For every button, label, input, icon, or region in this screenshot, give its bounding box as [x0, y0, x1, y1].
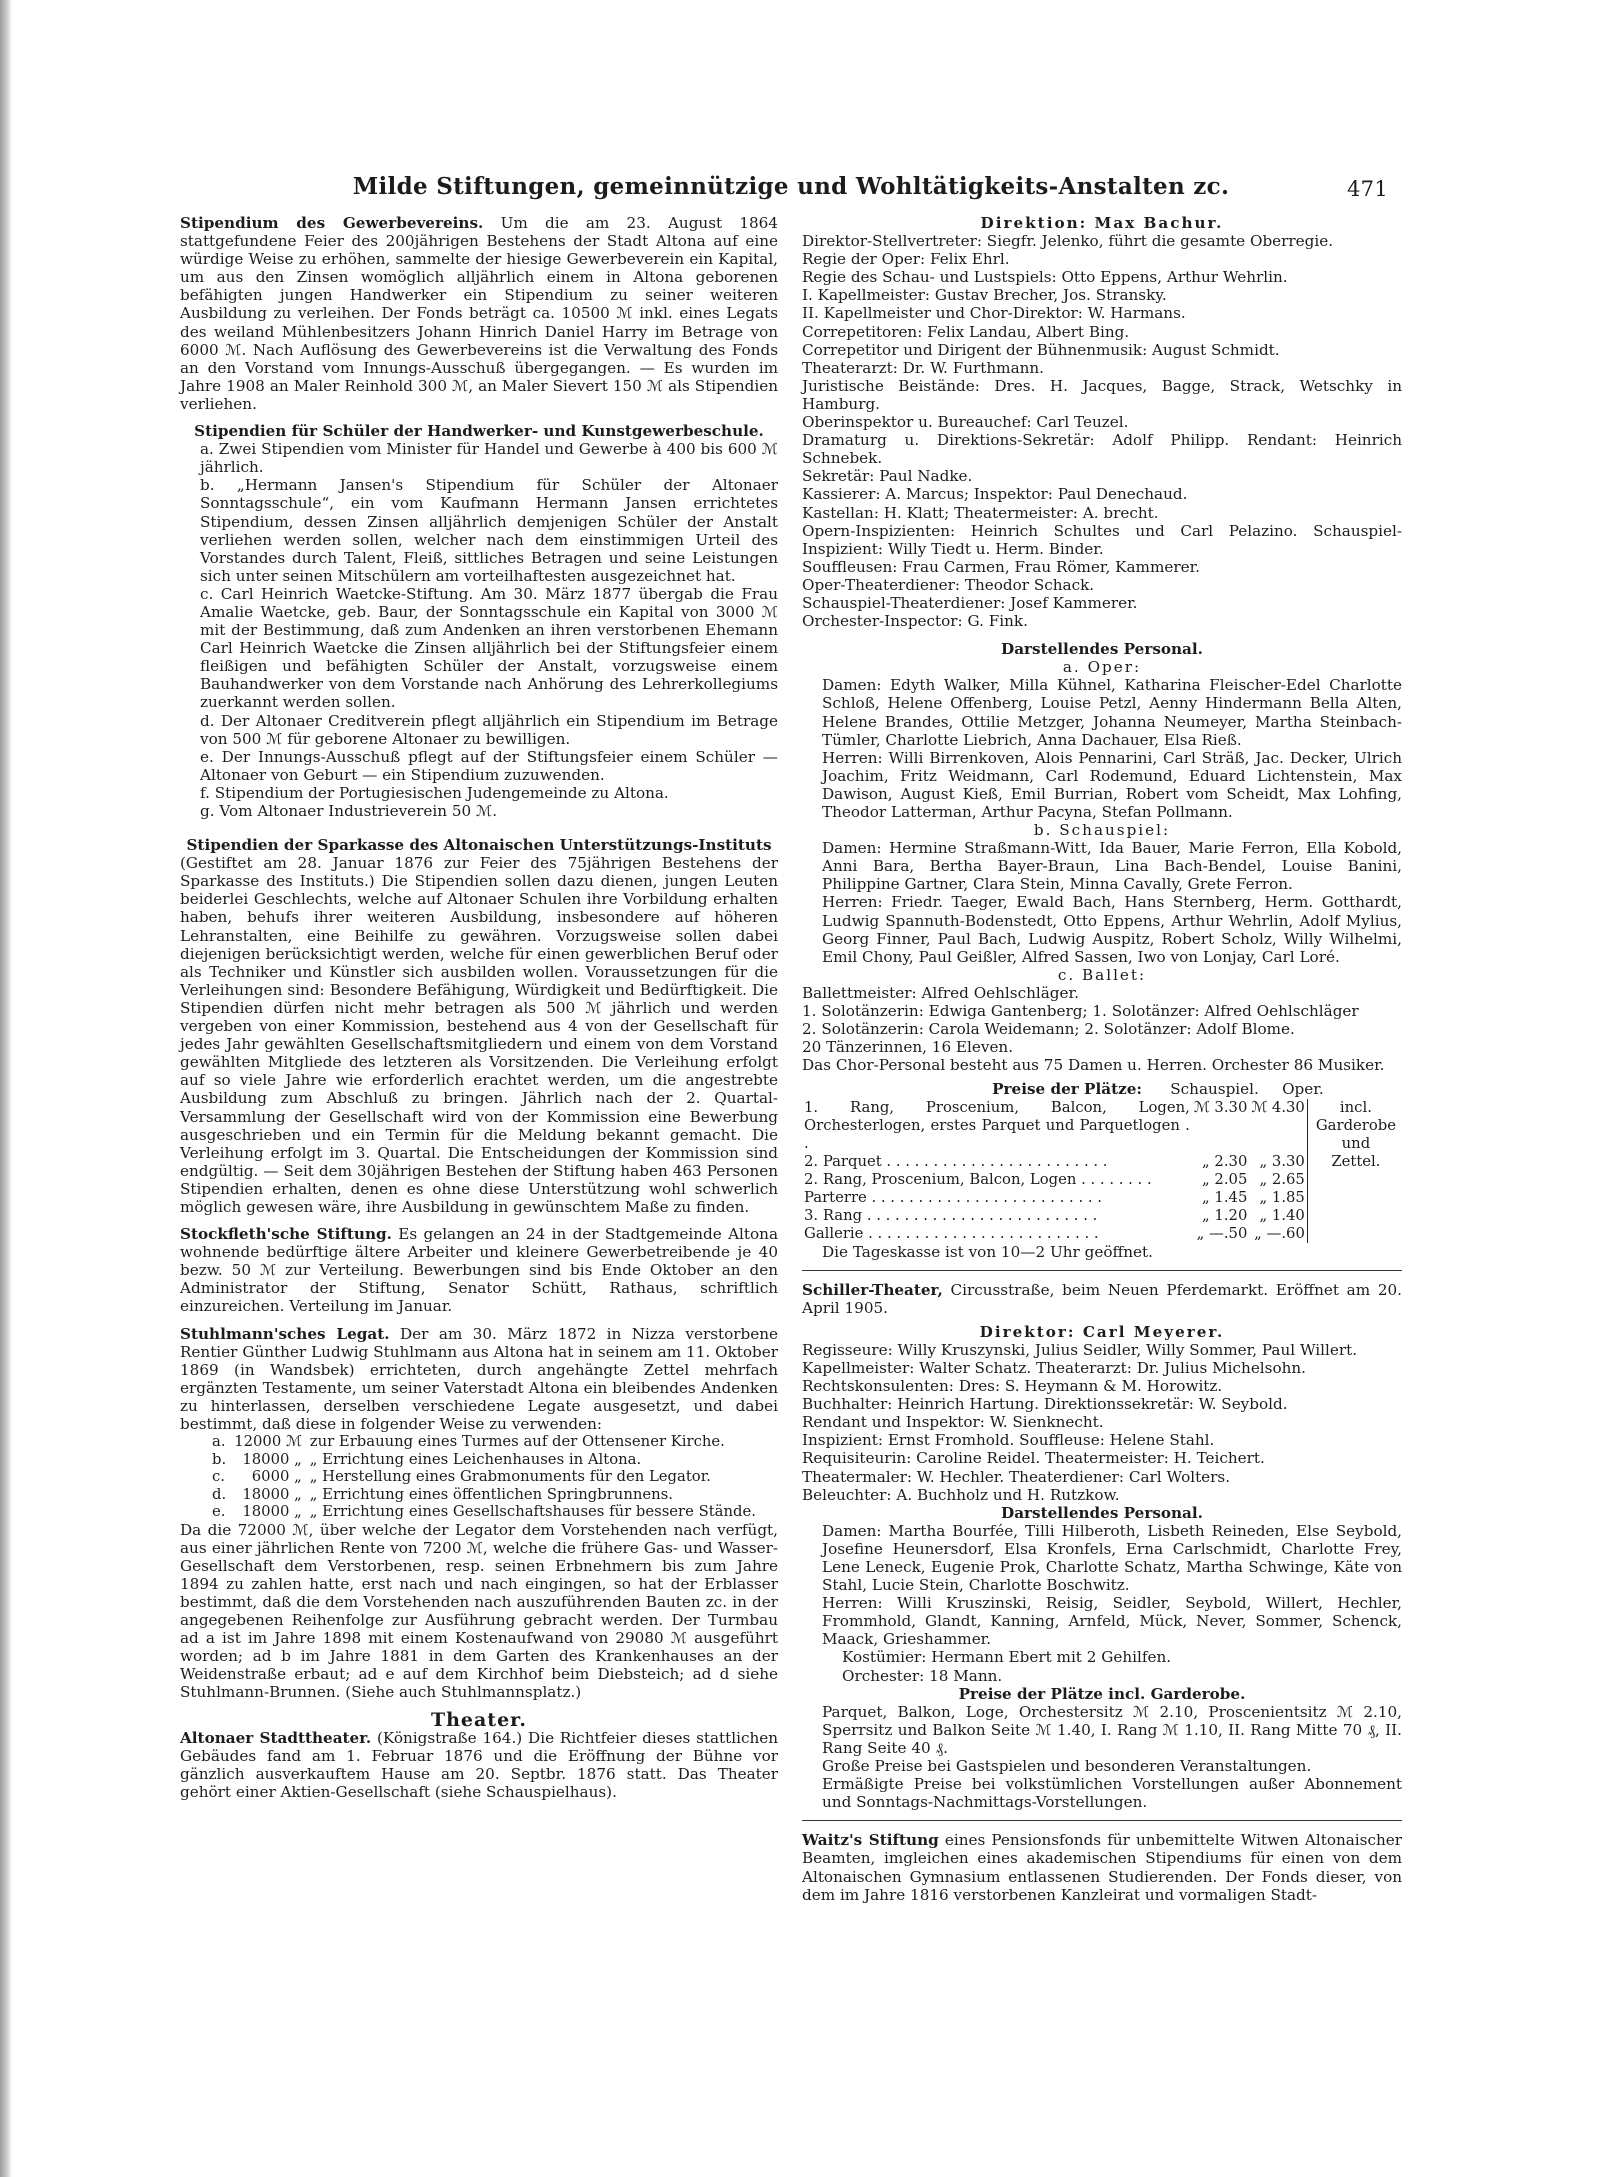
schiller-staff-line: Theatermaler: W. Hechler. Theaterdiener: Carl Wolters.: [802, 1467, 1231, 1486]
price-schauspiel: „ 2.05: [1202, 1170, 1248, 1188]
gewerbeverein-entry: [180, 214, 778, 413]
schiller-herren: Herren: Willi Kruszinski, Reisig, Seidler, Seybold, Willert, Hechler, Frommhold, Glandt, Kanning, Arnfeld, Mück, Never, Sommer, Schenck, Maack, Grieshammer.: [822, 1594, 1402, 1649]
price-place: 2. Parquet . . . . . . . . . . . . . . . . . . . . . . . .: [804, 1152, 1108, 1170]
stockfleth-text: Es gelangen an 24 in der Stadtgemeinde Altona wohnende bedürftige ältere Arbeiter und kleinere Gewerbetreibende je 40 bezw. 50 ℳ zur Verteilung. Bewerbungen sind bis Ende Oktober an den Administrator der Stiftung, Senator Schütt, Rathaus, schriftlich einzureichen. Verteilung im Januar.: [180, 1225, 778, 1316]
ballet-line: 1. Solotänzerin: Edwiga Gantenberg; 1. Solotänzer: Alfred Oehlschläger: [802, 1002, 1359, 1021]
price-place: Parterre . . . . . . . . . . . . . . . . . . . . . . . . .: [804, 1188, 1102, 1206]
schiller-prices-heading: Preise der Plätze incl. Garderobe.: [958, 1684, 1246, 1703]
stuhlmann-entry: [180, 1325, 778, 1434]
stuhlmann-text: Der am 30. März 1872 in Nizza verstorbene Rentier Günther Ludwig Stuhlmann aus Altona hat in seinem am 11. Oktober 1869 (in Wandsbek) errichteten, durch angehängte Zettel mehrfach ergänzten Testamente, um seiner Vaterstadt Altona ein bleibendes Andenken zu hinterlassen, derselben verschiedene Legate ausgesetzt, und dabei bestimmt, daß diese in folgender Weise zu verwenden:: [180, 1324, 778, 1433]
document-page: [180, 173, 1403, 2078]
prices-note: incl. Garderobe und Zettel.: [1307, 1099, 1398, 1243]
legacy-amount: 18000 „: [242, 1503, 302, 1521]
schiller-personal-heading: Darstellendes Personal.: [1001, 1503, 1203, 1522]
oper-heading: a. Oper:: [1062, 658, 1142, 677]
schiller-staff-line: Inspizient: Ernst Fromhold. Souffleuse: Helene Stahl.: [802, 1431, 1215, 1450]
prices-heading: Preise der Plätze:: [992, 1080, 1142, 1099]
price-place: Gallerie . . . . . . . . . . . . . . . . . . . . . . . . .: [804, 1224, 1099, 1242]
legacy-row: [208, 1503, 760, 1521]
staff-line: Regie des Schau- und Lustspiels: Otto Eppens, Arthur Wehrlin.: [802, 268, 1288, 287]
legacy-purpose: „ Errichtung eines öffentlichen Springbrunnens.: [309, 1485, 673, 1503]
divider: [802, 1270, 1402, 1271]
schiller-staff-line: Beleuchter: A. Buchholz und H. Rutzkow.: [802, 1485, 1120, 1504]
staff-line: Correpetitor und Dirigent der Bühnenmusik: August Schmidt.: [802, 340, 1280, 359]
legacy-letter: e.: [212, 1503, 226, 1521]
chor-line: Das Chor-Personal besteht aus 75 Damen u. Herren. Orchester 86 Musiker.: [802, 1056, 1385, 1075]
ballet-line: 20 Tänzerinnen, 16 Eleven.: [802, 1038, 1014, 1057]
staff-line: Dramaturg u. Direktions-Sekretär: Adolf Philipp. Rendant: Heinrich Schnebek.: [802, 431, 1402, 468]
staff-line: Opern-Inspizienten: Heinrich Schultes und Carl Pelazino. Schauspiel-Inspizient: Willy Tiedt u. Herm. Binder.: [802, 521, 1402, 558]
handwerker-f: f. Stipendium der Portugiesischen Judengemeinde zu Altona.: [200, 783, 669, 802]
schiller-entry: [802, 1281, 1402, 1317]
handwerker-c: c. Carl Heinrich Waetcke-Stiftung. Am 30. März 1877 übergab die Frau Amalie Waetcke, geb. Baur, der Sonntagsschule ein Kapital von 3000 ℳ mit der Bestimmung, daß zum Andenken an ihren verstorbenen Ehemann Carl Heinrich Waetcke die Zinsen alljährlich bei der Stiftungsfeier einem fleißigen und befähigten Schüler der Anstalt, vorzugsweise einem Bauhandwerker von dem Vorstande nach Anhörung des Lehrerkollegiums zuerkannt werden sollen.: [200, 584, 778, 712]
staff-line: Orchester-Inspector: G. Fink.: [802, 612, 1028, 631]
stadttheater-entry: [180, 1729, 778, 1801]
staff-line: Sekretär: Paul Nadke.: [802, 467, 973, 486]
price-oper: ℳ 4.30: [1251, 1098, 1305, 1116]
schiller-staff-line: Requisiteurin: Caroline Reidel. Theatermeister: H. Teichert.: [802, 1449, 1265, 1468]
schauspiel-damen: Damen: Hermine Straßmann-Witt, Ida Bauer, Marie Ferron, Ella Kobold, Anni Bara, Bertha Bayer-Braun, Lina Bach-Bendel, Louise Banini, Philippine Gartner, Clara Stein, Minna Cavally, Grete Ferron.: [822, 839, 1402, 894]
ballet-list: [802, 984, 1402, 1056]
legacy-purpose: „ Errichtung eines Leichenhauses in Altona.: [309, 1450, 642, 1468]
schiller-direktor: Direktor: Carl Meyerer.: [979, 1322, 1225, 1341]
staff-line: Theaterarzt: Dr. W. Furthmann.: [802, 358, 1045, 377]
handwerker-b: b. „Hermann Jansen's Stipendium für Schüler der Altonaer Sonntagsschule“, ein vom Kaufmann Hermann Jansen errichtetes Stipendium, dessen Zinsen alljährlich demjenigen Schüler der Anstalt verliehen werden sollen, welcher nach dem einstimmigen Urteil des Vorstandes durch Talent, Fleiß, sittliches Betragen und seine Leistungen sich unter seinen Mitschülern am vorteilhaftesten ausgezeichnet hat.: [200, 476, 778, 585]
prices-col-schauspiel: Schauspiel.: [1170, 1080, 1259, 1099]
price-schauspiel: „ —.50: [1196, 1224, 1248, 1242]
handwerker-g: g. Vom Altonaer Industrieverein 50 ℳ.: [200, 802, 498, 820]
price-place: 2. Rang, Proscenium, Balcon, Logen . . . . . . . .: [804, 1170, 1152, 1188]
schiller-staff-list: [802, 1341, 1402, 1504]
price-oper: „ 1.40: [1259, 1206, 1305, 1224]
legacy-amount: 6000 „: [251, 1468, 302, 1486]
theater-heading: Theater.: [430, 1708, 528, 1731]
legacy-list: [208, 1433, 760, 1521]
stuhlmann-title: Stuhlmann'sches Legat.: [180, 1324, 390, 1343]
schiller-ermaessigt: Ermäßigte Preise bei volkstümlichen Vorstellungen außer Abonnement und Sonntags-Nachmittags-Vorstellungen.: [822, 1775, 1402, 1812]
price-schauspiel: ℳ 3.30: [1193, 1098, 1248, 1116]
schiller-staff-line: Rechtskonsulenten: Dres: S. Heymann & M. Horowitz.: [802, 1377, 1223, 1396]
prices-header: [802, 1080, 1402, 1098]
sparkasse-title: Stipendien der Sparkasse des Altonaischen Unterstützungs-Instituts: [186, 836, 772, 855]
staff-line: Juristische Beistände: Dres. H. Jacques, Bagge, Strack, Wetschky in Hamburg.: [802, 376, 1402, 413]
schiller-staff-line: Buchhalter: Heinrich Hartung. Direktionssekretär: W. Seybold.: [802, 1395, 1288, 1414]
legacy-purpose: „ Errichtung eines Gesellschaftshauses für bessere Stände.: [309, 1503, 756, 1521]
ballet-line: 2. Solotänzerin: Carola Weidemann; 2. Solotänzer: Adolf Blome.: [802, 1020, 1295, 1039]
legacy-letter: b.: [212, 1450, 227, 1468]
price-row: [802, 1099, 1398, 1153]
legacy-row: [208, 1451, 760, 1469]
price-oper: „ 2.65: [1259, 1170, 1305, 1188]
price-oper: „ 3.30: [1259, 1152, 1305, 1170]
staff-line: I. Kapellmeister: Gustav Brecher, Jos. Stransky.: [802, 286, 1167, 305]
price-oper: „ —.60: [1254, 1224, 1305, 1242]
price-schauspiel: „ 1.20: [1202, 1206, 1248, 1224]
prices-col-oper: Oper.: [1282, 1080, 1324, 1099]
stadttheater-title: Altonaer Stadttheater.: [180, 1728, 372, 1747]
price-schauspiel: „ 1.45: [1202, 1188, 1248, 1206]
staff-line: Correpetitoren: Felix Landau, Albert Bing.: [802, 322, 1130, 341]
page-title: Milde Stiftungen, gemeinnützige und Wohltätigkeits-Anstalten zc.: [352, 173, 1230, 200]
staff-list: [802, 232, 1402, 630]
schiller-title: Schiller-Theater,: [802, 1280, 943, 1299]
left-column: [180, 214, 778, 1801]
waitz-title: Waitz's Stiftung: [802, 1831, 939, 1850]
schiller-staff-line: Kapellmeister: Walter Schatz. Theaterarzt: Dr. Julius Michelsohn.: [802, 1358, 1306, 1377]
legacy-amount: 12000 ℳ: [234, 1433, 302, 1451]
waitz-text: eines Pensionsfonds für unbemittelte Witwen Altonaischer Beamten, imgleichen eines akademischen Stipendiums für einen von dem Altonaischen Gymnasium entlassenen Studierenden. Der Fonds dieser, von dem im Jahre 1816 verstorbenen Kanzleirat und vormaligen Stadt-: [802, 1831, 1402, 1904]
oper-damen: Damen: Edyth Walker, Milla Kühnel, Katharina Fleischer-Edel Charlotte Schloß, Helene Offenberg, Louise Petzl, Aenny Hindermann Bella Alten, Helene Brandes, Ottilie Metzger, Johanna Neumeyer, Martha Steinbach-Tümler, Charlotte Liebrich, Anna Dachauer, Elsa Rieß.: [822, 676, 1402, 749]
personal-heading: Darstellendes Personal.: [1001, 640, 1203, 659]
stockfleth-entry: [180, 1225, 778, 1315]
price-place: 1. Rang, Proscenium, Balcon, Logen, Orchesterlogen, erstes Parquet und Parquetlogen . .: [804, 1098, 1190, 1152]
schiller-staff-line: Regisseure: Willy Kruszynski, Julius Seidler, Willy Sommer, Paul Willert.: [802, 1340, 1358, 1359]
schauspiel-herren: Herren: Friedr. Taeger, Ewald Bach, Hans Sternberg, Herm. Gotthardt, Ludwig Spannuth-Bodenstedt, Otto Eppens, Arthur Wehrlin, Adolf Mylius, Georg Finner, Paul Bach, Ludwig Auspitz, Robert Scholz, Willy Wilhelmi, Emil Chony, Paul Geißler, Alfred Sassen, Iwo von Lonjay, Carl Loré.: [822, 893, 1402, 966]
staff-line: Oper-Theaterdiener: Theodor Schack.: [802, 575, 1095, 594]
prices-table: [802, 1099, 1398, 1243]
staff-line: Regie der Oper: Felix Ehrl.: [802, 250, 1010, 269]
price-oper: „ 1.85: [1259, 1188, 1305, 1206]
staff-line: Kassierer: A. Marcus; Inspektor: Paul Denechaud.: [802, 485, 1188, 504]
handwerker-title: Stipendien für Schüler der Handwerker- und Kunstgewerbeschule.: [194, 422, 764, 441]
staff-line: Oberinspektor u. Bureauchef: Carl Teuzel.: [802, 413, 1129, 432]
legacy-amount: 18000 „: [242, 1485, 302, 1503]
schauspiel-heading: b. Schauspiel:: [1033, 821, 1171, 840]
staff-line: Souffleusen: Frau Carmen, Frau Römer, Kammerer.: [802, 557, 1201, 576]
right-column: [802, 214, 1402, 1904]
sparkasse-text: (Gestiftet am 28. Januar 1876 zur Feier des 75jährigen Bestehens der Sparkasse des Instituts.) Die Stipendien sollen dazu dienen, jungen Leuten beiderlei Geschlechts, welche auf Altonaer Schulen ihre Vorbildung erhalten haben, behufs ihrer weiteren Ausbildung, insbesondere auf höheren Lehranstalten, eine Beihilfe zu gewähren. Vorzugsweise sollen dabei diejenigen berücksichtigt werden, welche für einen gewerblichen Beruf oder als Techniker und Künstler sich ausbilden wollen. Voraussetzungen für die Verleihungen sind: Besondere Befähigung, Würdigkeit und Bedürftigkeit. Die Stipendien dürfen nicht mehr betragen als 500 ℳ jährlich und werden vergeben von einer Kommission, bestehend aus 4 von der Gesellschaft für jedes Jahr gewählten Gesellschaftsmitgliedern und einem von dem Vorstand gewählten Mitgliede des letzteren als Vorsitzenden. Die Verleihung erfolgt auf so viele Jahre wie erforderlich erachtet werden, um die angestrebte Ausbildung zum Abschluß zu bringen. Jährlich nach der 2. Quartal-Versammlung der Gesellschaft wird von der Kommission eine Bewerbung ausgeschrieben und ein Termin für die Meldung bekannt gemacht. Die Verleihung erfolgt im 3. Quartal. Die Entscheidungen der Kommission sind endgültig. — Seit dem 30jährigen Bestehen der Stiftung haben 463 Personen Stipendien erhalten, denen es ohne diese Unterstützung wohl schwerlich möglich gewesen wäre, ihre Ausbildung in gewünschtem Maße zu finden.: [180, 854, 778, 1216]
staff-line: Kastellan: H. Klatt; Theatermeister: A. brecht.: [802, 503, 1159, 522]
scan-edge: [0, 0, 12, 2177]
legacy-letter: d.: [212, 1485, 227, 1503]
legacy-purpose: „ Herstellung eines Grabmonuments für den Legator.: [309, 1468, 711, 1486]
ballet-heading: c. Ballet:: [1057, 965, 1147, 984]
gewerbeverein-text: Um die am 23. August 1864 stattgefundene Feier des 200jährigen Bestehens der Stadt Altona auf eine würdige Weise zu erhöhen, sammelte der hiesige Gewerbeverein ein Kapital, um aus den Zinsen womöglich alljährlich einem in Altona geborenen befähigten jungen Handwerker ein Stipendium zu seiner weiteren Ausbildung zu verleihen. Der Fonds beträgt ca. 10500 ℳ inkl. eines Legats des weiland Mühlenbesitzers Johann Hinrich Daniel Harry im Betrage von 6000 ℳ. Nach Auflösung des Gewerbevereins ist die Verwaltung des Fonds an den Vorstand vom Innungs-Ausschuß übergegangen. — Es wurden im Jahre 1908 an Maler Reinhold 300 ℳ, an Maler Sievert 150 ℳ als Stipendien verliehen.: [180, 214, 778, 413]
waitz-entry: [802, 1831, 1402, 1903]
schiller-damen: Damen: Martha Bourfée, Tilli Hilberoth, Lisbeth Reineden, Else Seybold, Josefine Heunersdorf, Elsa Kronfels, Erna Carlschmidt, Charlotte Frey, Lene Leneck, Eugenie Prok, Charlotte Schatz, Martha Schwinge, Käte von Stahl, Lucie Stein, Charlotte Boschwitz.: [822, 1521, 1402, 1595]
legacy-row: [208, 1433, 760, 1451]
ballet-line: Ballettmeister: Alfred Oehlschläger.: [802, 983, 1079, 1002]
schiller-text: Circusstraße, beim Neuen Pferdemarkt. Eröffnet am 20. April 1905.: [802, 1280, 1403, 1317]
stuhlmann-text-2: Da die 72000 ℳ, über welche der Legator dem Vorstehenden nach verfügt, aus einer jährlichen Rente von 7200 ℳ, welche die frühere Gas- und Wasser-Gesellschaft dem Verstorbenen, resp. seinen Erbnehmern bis zum Jahre 1894 zu zahlen hatte, erst nach und nach eingingen, so hat der Erblasser bestimmt, daß die dem Vorstehenden nach auszuführenden Bauten zc. in der angegebenen Reihenfolge zur Ausführung gebracht werden. Der Turmbau ad a ist im Jahre 1898 mit einem Kostenaufwand von 29080 ℳ ausgeführt worden; ad b im Jahre 1881 in dem Garten des Krankenhauses an der Weidenstraße erbaut; ad e auf dem Kirchhof beim Diebsteich; ad d siehe Stuhlmann-Brunnen. (Siehe auch Stuhlmannsplatz.): [180, 1520, 778, 1702]
staff-line: Schauspiel-Theaterdiener: Josef Kammerer.: [802, 593, 1138, 612]
direktion-line: Direktion: Max Bachur.: [980, 214, 1224, 232]
gewerbeverein-title: Stipendium des Gewerbevereins.: [180, 214, 484, 232]
oper-herren: Herren: Willi Birrenkoven, Alois Pennarini, Carl Sträß, Jac. Decker, Ulrich Joachim, Fritz Weidmann, Carl Rodemund, Eduard Lichtenstein, Max Dawison, August Kieß, Emil Burrian, Robert vom Scheidt, Max Lohfing, Theodor Latterman, Arthur Pacyna, Stefan Pollmann.: [822, 748, 1402, 821]
page-number: 471: [1347, 177, 1388, 201]
price-place: 3. Rang . . . . . . . . . . . . . . . . . . . . . . . . .: [804, 1206, 1098, 1224]
legacy-letter: c.: [212, 1468, 225, 1486]
handwerker-a: a. Zwei Stipendien vom Minister für Handel und Gewerbe à 400 bis 600 ℳ jährlich.: [200, 440, 778, 477]
staff-line: II. Kapellmeister und Chor-Direktor: W. Harmans.: [802, 304, 1186, 323]
stadttheater-text: (Königstraße 164.) Die Richtfeier dieses stattlichen Gebäudes fand am 1. Februar 1876 und die Eröffnung der Bühne vor gänzlich ausverkauftem Hause am 20. Septbr. 1876 statt. Das Theater gehört einer Aktien-Gesellschaft (siehe Schauspielhaus).: [180, 1728, 779, 1801]
schiller-kostuemier: Kostümier: Hermann Ebert mit 2 Gehilfen.: [842, 1648, 1172, 1667]
legacy-amount: 18000 „: [242, 1450, 302, 1468]
schiller-orchester: Orchester: 18 Mann.: [842, 1666, 1003, 1685]
legacy-purpose: zur Erbauung eines Turmes auf der Ottensener Kirche.: [309, 1433, 725, 1451]
handwerker-e: e. Der Innungs-Ausschuß pflegt auf der Stiftungsfeier einem Schüler — Altonaer von Geburt — ein Stipendium zuzuwenden.: [200, 747, 778, 784]
schiller-staff-line: Rendant und Inspektor: W. Sienknecht.: [802, 1413, 1104, 1432]
stockfleth-title: Stockfleth'sche Stiftung.: [180, 1225, 392, 1244]
legacy-row: [208, 1468, 760, 1486]
running-header: [180, 173, 1402, 208]
legacy-letter: a.: [212, 1433, 226, 1451]
staff-line: Direktor-Stellvertreter: Siegfr. Jelenko, führt die gesamte Oberregie.: [802, 232, 1334, 251]
handwerker-d: d. Der Altonaer Creditverein pflegt alljährlich ein Stipendium im Betrage von 500 ℳ für geborene Altonaer zu bewilligen.: [200, 711, 778, 748]
divider: [802, 1820, 1402, 1821]
legacy-row: [208, 1486, 760, 1504]
schiller-gastspiele: Große Preise bei Gastspielen und besonderen Veranstaltungen.: [822, 1757, 1312, 1776]
tageskasse-line: Die Tageskasse ist von 10—2 Uhr geöffnet.: [822, 1242, 1153, 1261]
schiller-prices-text: Parquet, Balkon, Loge, Orchestersitz ℳ 2.10, Proscenientsitz ℳ 2.10, Sperrsitz und Balkon Seite ℳ 1.40, I. Rang ℳ 1.10, II. Rang Mitte 70 ₰, II. Rang Seite 40 ₰.: [822, 1702, 1402, 1757]
price-schauspiel: „ 2.30: [1202, 1152, 1248, 1170]
